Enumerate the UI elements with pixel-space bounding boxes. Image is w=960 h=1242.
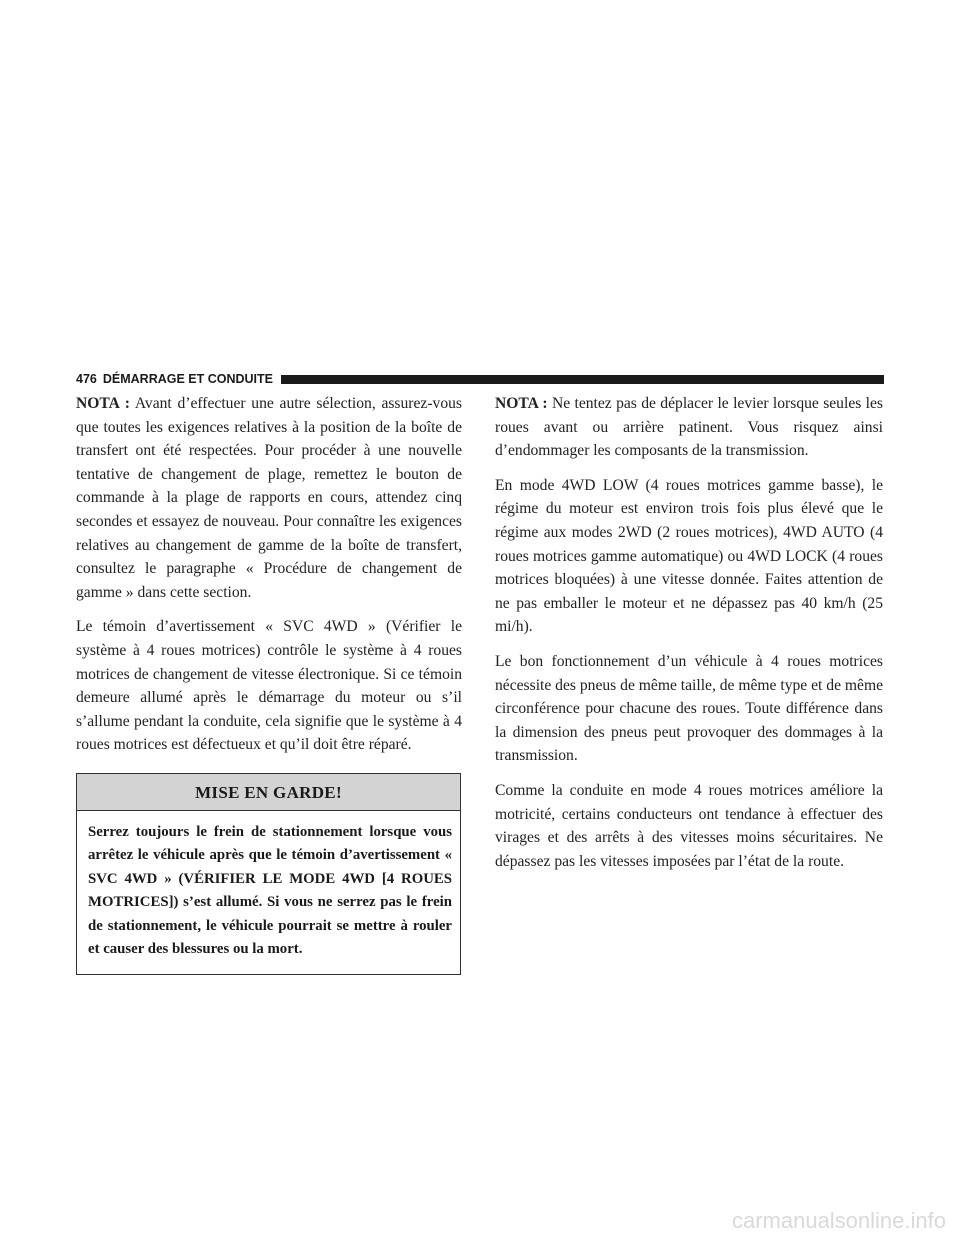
header-rule <box>281 375 884 384</box>
watermark-text: carmanualsonline.info <box>731 1208 946 1233</box>
tires-paragraph: Le bon fonctionnement d’un véhicule à 4 roues motrices nécessite des pneus de même taille, de même type et de même circonférence pour chacune des roues. Toute différence dans la dimension des pneus peut provoquer des dommages à la transmission. <box>495 652 883 765</box>
low-range-paragraph: En mode 4WD LOW (4 roues motrices gamme basse), le régime du moteur est environ trois fois plus élevé que le régime aux modes 2WD (2 roues motrices), 4WD AUTO (4 roues motrices gamme automatique) ou 4WD LOCK (4 roues motrices bloquées) à une vitesse donnée. Faites attention de ne pas emballer le moteur et ne dépassez pas 40 km/h (25 mi/h). <box>495 476 883 636</box>
note-label: NOTA : <box>76 395 130 412</box>
svc-warning-paragraph: Le témoin d’avertissement « SVC 4WD » (Vérifier le système à 4 roues motrices) contrôle le système à 4 roues motrices de changement de vitesse électronique. Si ce témoin demeure allumé après le démarrage du moteur ou s’il s’allume pendant la conduite, cela signifie que le système à 4 roues motrices est défectueux et qu’il doit être réparé. <box>76 618 462 754</box>
note-text: Avant d’effectuer une autre sélection, assurez-vous que toutes les exigences relatives à la position de la boîte de transfert ont été respectées. Pour procéder à une nouvelle tentative de changement de plage, remettez le bouton de commande à la plage de rapports en cours, attendez cinq secondes et essayez de nouveau. Pour connaître les exigences relatives au changement de gamme de la boîte de transfert, consultez le paragraphe « Procédure de changement de gamme » dans cette section. <box>76 395 462 601</box>
note-label: NOTA : <box>495 395 548 412</box>
caution-title: MISE EN GARDE! <box>77 774 460 811</box>
page-header <box>76 370 884 388</box>
section-title: DÉMARRAGE ET CONDUITE <box>102 372 274 386</box>
caution-box <box>76 773 461 975</box>
traction-paragraph: Comme la conduite en mode 4 roues motrices améliore la motricité, certains conducteurs ont tendance à effectuer des virages et des arrêts à des vitesses moins sécuritaires. Ne dépassez pas les vitesses imposées par l’état de la route. <box>495 781 883 870</box>
left-column <box>76 392 462 975</box>
right-column <box>495 392 883 884</box>
note-paragraph-right <box>495 392 883 463</box>
note-paragraph-left <box>76 392 462 604</box>
caution-text: Serrez toujours le frein de stationnement lorsque vous arrêtez le véhicule après que le témoin d’avertissement « SVC 4WD » (VÉRIFIER LE MODE 4WD [4 ROUES MOTRICES]) s’est allumé. Si vous ne serrez pas le frein de stationnement, le véhicule pourrait se mettre à rouler et causer des blessures ou la mort. <box>88 823 452 958</box>
note-text: Ne tentez pas de déplacer le levier lorsque seules les roues avant ou arrière patinent. Vous risquez ainsi d’endommager les composants de la transmission. <box>495 395 883 460</box>
page-number: 476 <box>76 372 97 386</box>
